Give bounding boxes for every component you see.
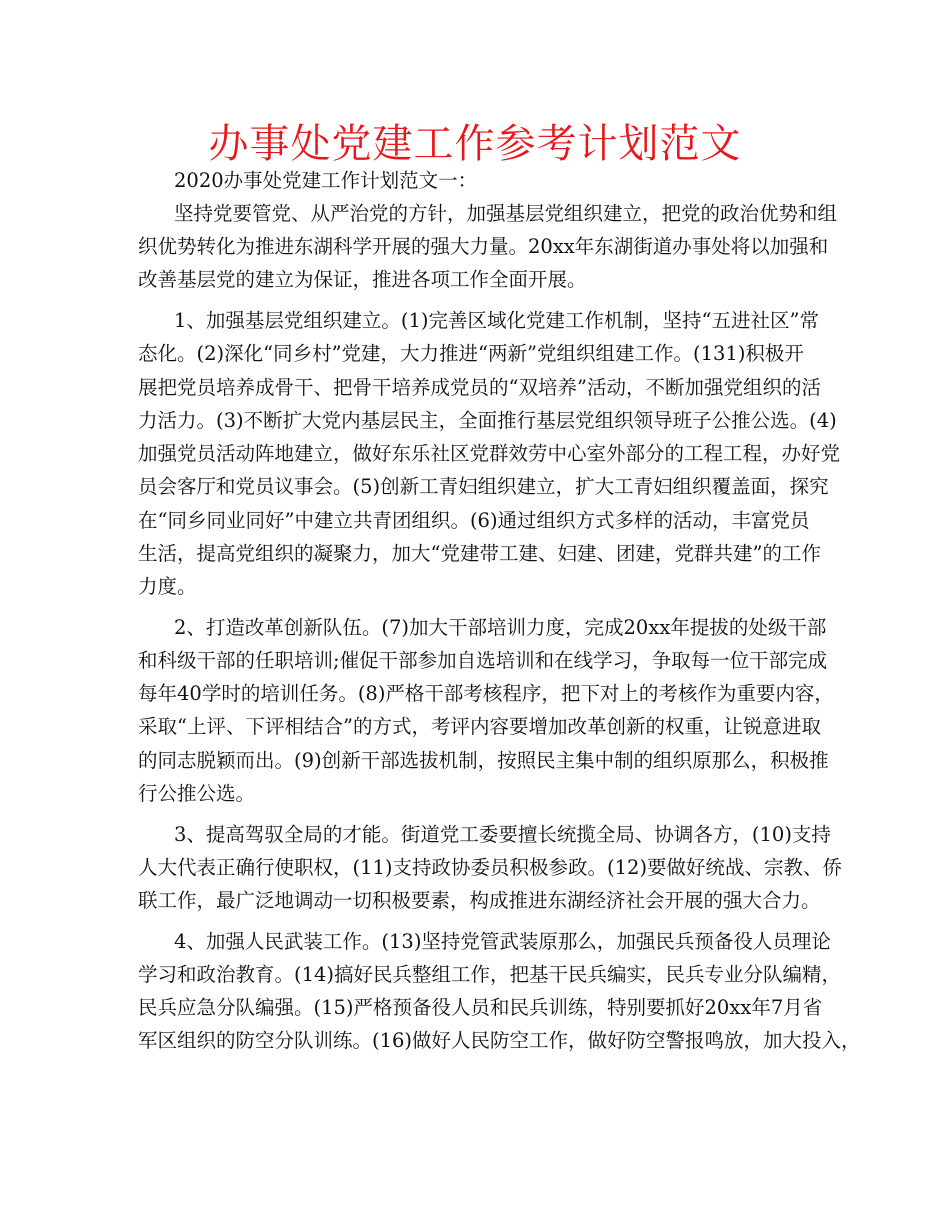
text-line: 改善基层党的建立为保证，推进各项工作全面开展。 xyxy=(138,268,587,291)
text-line: 力活力。(3)不断扩大党内基层民主，全面推行基层党组织领导班子公推公选。(4) xyxy=(138,409,837,432)
text-line: 力度。 xyxy=(138,575,197,598)
text-line: 人大代表正确行使职权，(11)支持政协委员积极参政。(12)要做好统战、宗教、侨 xyxy=(138,856,843,879)
text-line: 态化。(2)深化“同乡村”党建，大力推进“两新”党组织组建工作。(131)积极开 xyxy=(138,342,804,365)
text-line: 和科级干部的任职培训;催促干部参加自选培训和在线学习，争取每一位干部完成 xyxy=(138,649,828,672)
text-line: 生活，提高党组织的凝聚力，加大“党建带工建、妇建、团建，党群共建”的工作 xyxy=(138,542,821,565)
text-line: 加强党员活动阵地建立，做好东乐社区党群效劳中心室外部分的工程工程，办好党 xyxy=(138,442,841,465)
text-line: 每年40学时的培训任务。(8)严格干部考核程序，把下对上的考核作为重要内容， xyxy=(138,682,834,705)
text-line: 2、打造改革创新队伍。(7)加大干部培训力度，完成20xx年提拔的处级干部 xyxy=(174,616,827,639)
text-line: 4、加强人民武装工作。(13)坚持党管武装原那么，加强民兵预备役人员理论 xyxy=(174,930,831,953)
text-line: 行公推公选。 xyxy=(138,782,256,805)
text-line: 展把党员培养成骨干、把骨干培养成党员的“双培养”活动，不断加强党组织的活 xyxy=(138,376,821,399)
text-line: 3、提高驾驭全局的才能。街道党工委要擅长统揽全局、协调各方，(10)支持 xyxy=(174,823,831,846)
text-line: 民兵应急分队编强。(15)严格预备役人员和民兵训练，特别要抓好20xx年7月省 xyxy=(138,996,823,1019)
text-line: 坚持党要管党、从严治党的方针，加强基层党组织建立，把党的政治优势和组 xyxy=(174,202,838,225)
text-line: 员会客厅和党员议事会。(5)创新工青妇组织建立，扩大工青妇组织覆盖面，探究 xyxy=(138,475,829,498)
text-line: 军区组织的防空分队训练。(16)做好人民防空工作，做好防空警报鸣放，加大投入， xyxy=(138,1029,861,1052)
text-line: 的同志脱颖而出。(9)创新干部选拔机制，按照民主集中制的组织原那么，积极推 xyxy=(138,749,829,772)
document-title: 办事处党建工作参考计划范文 xyxy=(208,121,742,167)
text-line: 联工作，最广泛地调动一切积极要素，构成推进东湖经济社会开展的强大合力。 xyxy=(138,889,821,912)
text-line: 织优势转化为推进东湖科学开展的强大力量。20xx年东湖街道办事处将以加强和 xyxy=(138,235,829,258)
text-line: 在“同乡同业同好”中建立共青团组织。(6)通过组织方式多样的活动，丰富党员 xyxy=(138,509,810,532)
text-line: 2020办事处党建工作计划范文一： xyxy=(174,169,478,192)
text-line: 学习和政治教育。(14)搞好民兵整组工作，把基干民兵编实，民兵专业分队编精， xyxy=(138,963,842,986)
text-line: 采取“上评、下评相结合”的方式，考评内容要增加改革创新的权重，让锐意进取 xyxy=(138,715,821,738)
text-line: 1、加强基层党组织建立。(1)完善区域化党建工作机制，坚持“五进社区”常 xyxy=(174,309,819,332)
